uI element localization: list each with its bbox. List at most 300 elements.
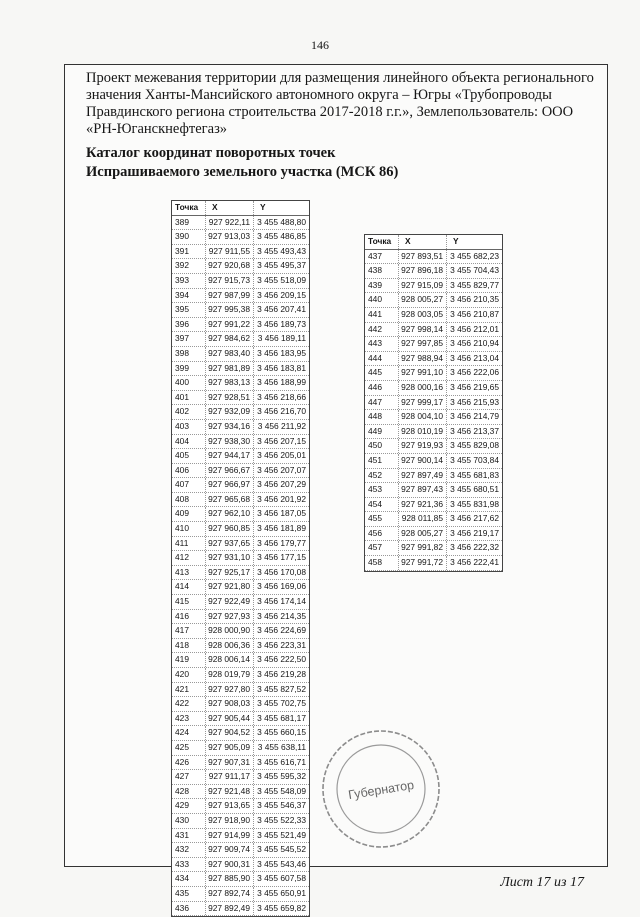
page-number: 146 bbox=[311, 38, 329, 52]
table-row bbox=[172, 887, 309, 902]
table-row bbox=[172, 303, 309, 318]
table-row bbox=[172, 537, 309, 552]
point-number-cell: 445 bbox=[365, 366, 399, 380]
table-row bbox=[172, 595, 309, 610]
x-coordinate-cell: 927 927,93 bbox=[206, 610, 254, 624]
x-coordinate-cell: 927 987,99 bbox=[206, 289, 254, 303]
point-number-cell: 455 bbox=[365, 512, 399, 526]
x-coordinate-cell: 927 892,49 bbox=[206, 902, 254, 916]
sheet-footer: Лист 17 из 17 bbox=[500, 875, 584, 890]
x-coordinate-cell: 927 911,17 bbox=[206, 770, 254, 784]
point-number-cell: 439 bbox=[365, 279, 399, 293]
y-coordinate-cell: 3 456 215,93 bbox=[450, 396, 499, 407]
point-number-cell: 413 bbox=[172, 566, 206, 580]
point-number-cell: 444 bbox=[365, 352, 399, 366]
point-number-cell: 441 bbox=[365, 308, 399, 322]
x-coordinate-cell: 927 983,13 bbox=[206, 376, 254, 390]
table-row bbox=[172, 551, 309, 566]
y-coordinate-cell: 3 456 183,95 bbox=[257, 347, 306, 358]
x-coordinate-cell: 928 005,27 bbox=[399, 293, 447, 307]
point-number-cell: 402 bbox=[172, 405, 206, 419]
point-number-cell: 434 bbox=[172, 872, 206, 886]
y-coordinate-cell: 3 455 521,49 bbox=[257, 829, 306, 840]
table-header-row bbox=[172, 201, 309, 216]
project-description-line: Правдинского региона строительства 2017-2018 г.г.», Землепользователь: ООО bbox=[86, 104, 574, 120]
x-coordinate-cell: 927 932,09 bbox=[206, 405, 254, 419]
y-coordinate-cell: 3 456 217,62 bbox=[450, 513, 499, 524]
y-coordinate-cell: 3 455 704,43 bbox=[450, 265, 499, 276]
y-coordinate-cell: 3 456 219,17 bbox=[450, 527, 499, 538]
table-row bbox=[172, 580, 309, 595]
point-number-cell: 410 bbox=[172, 522, 206, 536]
x-coordinate-cell: 927 931,10 bbox=[206, 551, 254, 565]
table-row bbox=[172, 245, 309, 260]
table-row bbox=[365, 469, 502, 484]
x-coordinate-cell: 927 944,17 bbox=[206, 449, 254, 463]
point-number-cell: 424 bbox=[172, 726, 206, 740]
x-coordinate-cell: 927 984,62 bbox=[206, 332, 254, 346]
x-coordinate-cell: 927 918,90 bbox=[206, 814, 254, 828]
point-number-cell: 411 bbox=[172, 537, 206, 551]
x-coordinate-cell: 927 991,82 bbox=[399, 541, 447, 555]
y-coordinate-cell: 3 456 209,15 bbox=[257, 289, 306, 300]
y-coordinate-cell: 3 455 607,58 bbox=[257, 873, 306, 884]
point-number-cell: 389 bbox=[172, 216, 206, 230]
x-coordinate-cell: 928 006,36 bbox=[206, 639, 254, 653]
point-number-cell: 432 bbox=[172, 843, 206, 857]
point-number-cell: 427 bbox=[172, 770, 206, 784]
point-number-cell: 440 bbox=[365, 293, 399, 307]
table-row bbox=[172, 712, 309, 727]
y-coordinate-cell: 3 456 212,01 bbox=[450, 323, 499, 334]
point-number-cell: 431 bbox=[172, 829, 206, 843]
table-row bbox=[172, 420, 309, 435]
x-coordinate-cell: 928 010,19 bbox=[399, 425, 447, 439]
table-row bbox=[365, 250, 502, 265]
y-coordinate-cell: 3 456 214,79 bbox=[450, 411, 499, 422]
point-number-cell: 412 bbox=[172, 551, 206, 565]
table-row bbox=[172, 843, 309, 858]
y-coordinate-cell: 3 456 174,14 bbox=[257, 596, 306, 607]
table-row bbox=[365, 381, 502, 396]
catalog-title-line: Каталог координат поворотных точек bbox=[86, 145, 336, 161]
governor-stamp bbox=[320, 728, 442, 850]
x-coordinate-cell: 927 938,30 bbox=[206, 435, 254, 449]
x-coordinate-cell: 927 897,49 bbox=[399, 469, 447, 483]
table-row bbox=[365, 352, 502, 367]
x-coordinate-cell: 927 921,36 bbox=[399, 498, 447, 512]
point-number-cell: 407 bbox=[172, 478, 206, 492]
table-row bbox=[365, 323, 502, 338]
y-coordinate-cell: 3 456 210,87 bbox=[450, 308, 499, 319]
project-description-line: Проект межевания территории для размещения линейного объекта регионального bbox=[86, 70, 594, 86]
table-row bbox=[172, 318, 309, 333]
table-row bbox=[172, 362, 309, 377]
table-row bbox=[172, 872, 309, 887]
table-row bbox=[172, 741, 309, 756]
y-coordinate-cell: 3 455 493,43 bbox=[257, 245, 306, 256]
y-coordinate-cell: 3 456 211,92 bbox=[257, 420, 306, 431]
x-coordinate-cell: 928 000,16 bbox=[399, 381, 447, 395]
table-row bbox=[172, 770, 309, 785]
point-number-cell: 397 bbox=[172, 332, 206, 346]
column-header-y: Y bbox=[260, 202, 266, 212]
coordinates-table-left bbox=[171, 200, 310, 917]
point-number-cell: 418 bbox=[172, 639, 206, 653]
x-coordinate-cell: 928 003,05 bbox=[399, 308, 447, 322]
y-coordinate-cell: 3 456 169,06 bbox=[257, 581, 306, 592]
x-coordinate-cell: 927 991,22 bbox=[206, 318, 254, 332]
y-coordinate-cell: 3 455 680,51 bbox=[450, 484, 499, 495]
project-description bbox=[86, 70, 596, 138]
point-number-cell: 436 bbox=[172, 902, 206, 916]
point-number-cell: 393 bbox=[172, 274, 206, 288]
x-coordinate-cell: 927 928,51 bbox=[206, 391, 254, 405]
y-coordinate-cell: 3 455 703,84 bbox=[450, 454, 499, 465]
y-coordinate-cell: 3 456 219,28 bbox=[257, 669, 306, 679]
y-coordinate-cell: 3 456 222,06 bbox=[450, 367, 499, 378]
x-coordinate-cell: 927 995,38 bbox=[206, 303, 254, 317]
table-row bbox=[172, 639, 309, 654]
column-header-point: Точка bbox=[365, 235, 399, 249]
x-coordinate-cell: 927 896,18 bbox=[399, 264, 447, 278]
x-coordinate-cell: 927 905,09 bbox=[206, 741, 254, 755]
y-coordinate-cell: 3 455 827,52 bbox=[257, 683, 306, 694]
table-row bbox=[172, 507, 309, 522]
point-number-cell: 399 bbox=[172, 362, 206, 376]
y-coordinate-cell: 3 456 188,99 bbox=[257, 377, 306, 388]
x-coordinate-cell: 927 999,17 bbox=[399, 396, 447, 410]
point-number-cell: 396 bbox=[172, 318, 206, 332]
y-coordinate-cell: 3 456 187,05 bbox=[257, 508, 306, 519]
y-coordinate-cell: 3 456 214,35 bbox=[257, 610, 306, 621]
y-coordinate-cell: 3 456 218,66 bbox=[257, 391, 306, 402]
table-row bbox=[172, 624, 309, 639]
table-row bbox=[172, 668, 309, 683]
y-coordinate-cell: 3 455 495,37 bbox=[257, 260, 306, 271]
catalog-title-line: Испрашиваемого земельного участка (МСК 86) bbox=[86, 164, 399, 180]
project-description-line: значения Ханты-Мансийского автономного округа – Югры «Трубопроводы bbox=[86, 87, 552, 103]
y-coordinate-cell: 3 456 177,15 bbox=[257, 552, 306, 563]
table-row bbox=[172, 464, 309, 479]
table-row bbox=[365, 293, 502, 308]
x-coordinate-cell: 927 981,89 bbox=[206, 362, 254, 376]
x-coordinate-cell: 927 998,14 bbox=[399, 323, 447, 337]
y-coordinate-cell: 3 456 222,41 bbox=[450, 557, 499, 568]
table-row bbox=[172, 216, 309, 231]
catalog-title bbox=[86, 144, 398, 182]
y-coordinate-cell: 3 456 189,73 bbox=[257, 318, 306, 329]
y-coordinate-cell: 3 456 183,81 bbox=[257, 362, 306, 373]
x-coordinate-cell: 927 905,44 bbox=[206, 712, 254, 726]
table-row bbox=[172, 230, 309, 245]
table-row bbox=[365, 498, 502, 513]
table-row bbox=[172, 566, 309, 581]
x-coordinate-cell: 927 922,49 bbox=[206, 595, 254, 609]
point-number-cell: 451 bbox=[365, 454, 399, 468]
point-number-cell: 433 bbox=[172, 858, 206, 872]
point-number-cell: 391 bbox=[172, 245, 206, 259]
point-number-cell: 449 bbox=[365, 425, 399, 439]
x-coordinate-cell: 927 988,94 bbox=[399, 352, 447, 366]
point-number-cell: 426 bbox=[172, 756, 206, 770]
table-row bbox=[172, 391, 309, 406]
column-header-point: Точка bbox=[172, 201, 206, 215]
point-number-cell: 428 bbox=[172, 785, 206, 799]
point-number-cell: 446 bbox=[365, 381, 399, 395]
stamp-label: Губернатор bbox=[347, 777, 416, 803]
point-number-cell: 408 bbox=[172, 493, 206, 507]
table-row bbox=[172, 449, 309, 464]
x-coordinate-cell: 927 915,09 bbox=[399, 279, 447, 293]
table-row bbox=[172, 493, 309, 508]
table-row bbox=[172, 829, 309, 844]
table-row bbox=[365, 410, 502, 425]
point-number-cell: 430 bbox=[172, 814, 206, 828]
x-coordinate-cell: 927 911,55 bbox=[206, 245, 254, 259]
table-row bbox=[172, 405, 309, 420]
x-coordinate-cell: 927 892,74 bbox=[206, 887, 254, 901]
x-coordinate-cell: 927 934,16 bbox=[206, 420, 254, 434]
x-coordinate-cell: 927 997,85 bbox=[399, 337, 447, 351]
point-number-cell: 403 bbox=[172, 420, 206, 434]
table-row bbox=[172, 259, 309, 274]
y-coordinate-cell: 3 456 210,35 bbox=[450, 294, 499, 305]
table-row bbox=[365, 483, 502, 498]
x-coordinate-cell: 928 004,10 bbox=[399, 410, 447, 424]
x-coordinate-cell: 927 991,72 bbox=[399, 556, 447, 570]
y-coordinate-cell: 3 456 207,29 bbox=[257, 479, 306, 490]
y-coordinate-cell: 3 455 522,33 bbox=[257, 814, 306, 825]
point-number-cell: 423 bbox=[172, 712, 206, 726]
y-coordinate-cell: 3 456 170,08 bbox=[257, 566, 306, 577]
y-coordinate-cell: 3 456 181,89 bbox=[257, 523, 306, 534]
point-number-cell: 404 bbox=[172, 435, 206, 449]
x-coordinate-cell: 927 991,10 bbox=[399, 366, 447, 380]
table-row bbox=[172, 785, 309, 800]
table-row bbox=[172, 902, 309, 917]
x-coordinate-cell: 927 919,93 bbox=[399, 439, 447, 453]
x-coordinate-cell: 927 922,11 bbox=[206, 216, 254, 230]
point-number-cell: 438 bbox=[365, 264, 399, 278]
point-number-cell: 400 bbox=[172, 376, 206, 390]
x-coordinate-cell: 927 925,17 bbox=[206, 566, 254, 580]
point-number-cell: 392 bbox=[172, 259, 206, 273]
y-coordinate-cell: 3 456 201,92 bbox=[257, 493, 306, 504]
x-coordinate-cell: 927 921,48 bbox=[206, 785, 254, 799]
project-description-line: «РН-Юганскнефтегаз» bbox=[86, 121, 228, 137]
y-coordinate-cell: 3 456 222,32 bbox=[450, 542, 499, 553]
point-number-cell: 416 bbox=[172, 610, 206, 624]
table-header-row bbox=[365, 235, 502, 250]
x-coordinate-cell: 927 908,03 bbox=[206, 697, 254, 711]
y-coordinate-cell: 3 455 681,17 bbox=[257, 712, 306, 723]
y-coordinate-cell: 3 455 545,52 bbox=[257, 844, 306, 855]
x-coordinate-cell: 927 921,80 bbox=[206, 580, 254, 594]
x-coordinate-cell: 928 019,79 bbox=[206, 668, 254, 682]
x-coordinate-cell: 927 907,31 bbox=[206, 756, 254, 770]
table-row bbox=[172, 756, 309, 771]
column-header-x: X bbox=[206, 201, 254, 215]
x-coordinate-cell: 927 927,80 bbox=[206, 683, 254, 697]
y-coordinate-cell: 3 456 213,04 bbox=[450, 352, 499, 363]
y-coordinate-cell: 3 456 205,01 bbox=[257, 450, 306, 461]
table-row bbox=[365, 556, 502, 571]
table-row bbox=[172, 726, 309, 741]
y-coordinate-cell: 3 456 207,15 bbox=[257, 435, 306, 446]
column-header-y: Y bbox=[453, 236, 459, 246]
table-row bbox=[365, 454, 502, 469]
x-coordinate-cell: 927 962,10 bbox=[206, 507, 254, 521]
table-row bbox=[172, 814, 309, 829]
y-coordinate-cell: 3 455 486,85 bbox=[257, 231, 306, 242]
point-number-cell: 398 bbox=[172, 347, 206, 361]
point-number-cell: 401 bbox=[172, 391, 206, 405]
point-number-cell: 437 bbox=[365, 250, 399, 264]
table-row bbox=[365, 366, 502, 381]
y-coordinate-cell: 3 455 488,80 bbox=[257, 216, 306, 227]
table-row bbox=[365, 439, 502, 454]
x-coordinate-cell: 927 920,68 bbox=[206, 259, 254, 273]
table-row bbox=[172, 697, 309, 712]
y-coordinate-cell: 3 455 638,11 bbox=[257, 741, 306, 752]
x-coordinate-cell: 927 900,14 bbox=[399, 454, 447, 468]
y-coordinate-cell: 3 455 831,98 bbox=[450, 498, 499, 509]
x-coordinate-cell: 927 885,90 bbox=[206, 872, 254, 886]
x-coordinate-cell: 927 965,68 bbox=[206, 493, 254, 507]
y-coordinate-cell: 3 456 179,77 bbox=[257, 537, 306, 548]
point-number-cell: 454 bbox=[365, 498, 399, 512]
table-row bbox=[172, 683, 309, 698]
y-coordinate-cell: 3 455 681,83 bbox=[450, 469, 499, 480]
point-number-cell: 415 bbox=[172, 595, 206, 609]
y-coordinate-cell: 3 455 682,23 bbox=[450, 250, 499, 261]
x-coordinate-cell: 927 914,99 bbox=[206, 829, 254, 843]
table-row bbox=[172, 274, 309, 289]
y-coordinate-cell: 3 456 219,65 bbox=[450, 381, 499, 392]
x-coordinate-cell: 927 897,43 bbox=[399, 483, 447, 497]
point-number-cell: 421 bbox=[172, 683, 206, 697]
point-number-cell: 452 bbox=[365, 469, 399, 483]
point-number-cell: 425 bbox=[172, 741, 206, 755]
table-row bbox=[365, 279, 502, 294]
point-number-cell: 422 bbox=[172, 697, 206, 711]
y-coordinate-cell: 3 455 595,32 bbox=[257, 771, 306, 782]
point-number-cell: 443 bbox=[365, 337, 399, 351]
table-row bbox=[172, 653, 309, 668]
x-coordinate-cell: 927 913,65 bbox=[206, 799, 254, 813]
table-row bbox=[172, 610, 309, 625]
coordinates-table-right bbox=[364, 234, 503, 572]
x-coordinate-cell: 927 915,73 bbox=[206, 274, 254, 288]
table-row bbox=[365, 264, 502, 279]
point-number-cell: 458 bbox=[365, 556, 399, 570]
table-row bbox=[172, 289, 309, 304]
x-coordinate-cell: 928 006,14 bbox=[206, 653, 254, 667]
x-coordinate-cell: 928 000,90 bbox=[206, 624, 254, 638]
x-coordinate-cell: 927 937,65 bbox=[206, 537, 254, 551]
table-row bbox=[365, 425, 502, 440]
x-coordinate-cell: 927 893,51 bbox=[399, 250, 447, 264]
point-number-cell: 448 bbox=[365, 410, 399, 424]
table-row bbox=[172, 347, 309, 362]
point-number-cell: 420 bbox=[172, 668, 206, 682]
table-row bbox=[172, 858, 309, 873]
point-number-cell: 456 bbox=[365, 527, 399, 541]
point-number-cell: 414 bbox=[172, 580, 206, 594]
table-row bbox=[172, 799, 309, 814]
point-number-cell: 405 bbox=[172, 449, 206, 463]
point-number-cell: 390 bbox=[172, 230, 206, 244]
y-coordinate-cell: 3 455 660,15 bbox=[257, 727, 306, 738]
table-row bbox=[172, 376, 309, 391]
y-coordinate-cell: 3 456 213,37 bbox=[450, 425, 499, 436]
y-coordinate-cell: 3 456 207,07 bbox=[257, 464, 306, 475]
table-row bbox=[365, 527, 502, 542]
point-number-cell: 406 bbox=[172, 464, 206, 478]
y-coordinate-cell: 3 455 702,75 bbox=[257, 698, 306, 709]
point-number-cell: 419 bbox=[172, 653, 206, 667]
x-coordinate-cell: 927 913,03 bbox=[206, 230, 254, 244]
x-coordinate-cell: 927 966,97 bbox=[206, 478, 254, 492]
y-coordinate-cell: 3 456 224,69 bbox=[257, 625, 306, 636]
point-number-cell: 447 bbox=[365, 396, 399, 410]
point-number-cell: 429 bbox=[172, 799, 206, 813]
y-coordinate-cell: 3 455 548,09 bbox=[257, 785, 306, 796]
y-coordinate-cell: 3 455 829,08 bbox=[450, 440, 499, 451]
y-coordinate-cell: 3 455 616,71 bbox=[257, 756, 306, 767]
x-coordinate-cell: 927 960,85 bbox=[206, 522, 254, 536]
point-number-cell: 450 bbox=[365, 439, 399, 453]
point-number-cell: 417 bbox=[172, 624, 206, 638]
y-coordinate-cell: 3 456 216,70 bbox=[257, 406, 306, 417]
y-coordinate-cell: 3 455 546,37 bbox=[257, 800, 306, 811]
point-number-cell: 453 bbox=[365, 483, 399, 497]
y-coordinate-cell: 3 456 210,94 bbox=[450, 338, 499, 349]
table-row bbox=[365, 512, 502, 527]
x-coordinate-cell: 928 011,85 bbox=[399, 512, 447, 526]
point-number-cell: 395 bbox=[172, 303, 206, 317]
table-row bbox=[172, 332, 309, 347]
x-coordinate-cell: 927 909,74 bbox=[206, 843, 254, 857]
column-header-x: X bbox=[399, 235, 447, 249]
x-coordinate-cell: 928 005,27 bbox=[399, 527, 447, 541]
point-number-cell: 435 bbox=[172, 887, 206, 901]
x-coordinate-cell: 927 983,40 bbox=[206, 347, 254, 361]
y-coordinate-cell: 3 455 518,09 bbox=[257, 274, 306, 285]
y-coordinate-cell: 3 455 650,91 bbox=[257, 887, 306, 898]
y-coordinate-cell: 3 455 543,46 bbox=[257, 858, 306, 869]
table-row bbox=[365, 541, 502, 556]
x-coordinate-cell: 927 900,31 bbox=[206, 858, 254, 872]
table-row bbox=[172, 522, 309, 537]
y-coordinate-cell: 3 456 223,31 bbox=[257, 639, 306, 650]
table-row bbox=[365, 308, 502, 323]
table-row bbox=[365, 396, 502, 411]
x-coordinate-cell: 927 966,67 bbox=[206, 464, 254, 478]
point-number-cell: 409 bbox=[172, 507, 206, 521]
y-coordinate-cell: 3 456 207,41 bbox=[257, 304, 306, 315]
table-row bbox=[365, 337, 502, 352]
y-coordinate-cell: 3 456 222,50 bbox=[257, 654, 306, 665]
point-number-cell: 457 bbox=[365, 541, 399, 555]
x-coordinate-cell: 927 904,52 bbox=[206, 726, 254, 740]
y-coordinate-cell: 3 455 659,82 bbox=[257, 902, 306, 913]
point-number-cell: 394 bbox=[172, 289, 206, 303]
table-row bbox=[172, 478, 309, 493]
y-coordinate-cell: 3 455 829,77 bbox=[450, 279, 499, 290]
table-row bbox=[172, 435, 309, 450]
